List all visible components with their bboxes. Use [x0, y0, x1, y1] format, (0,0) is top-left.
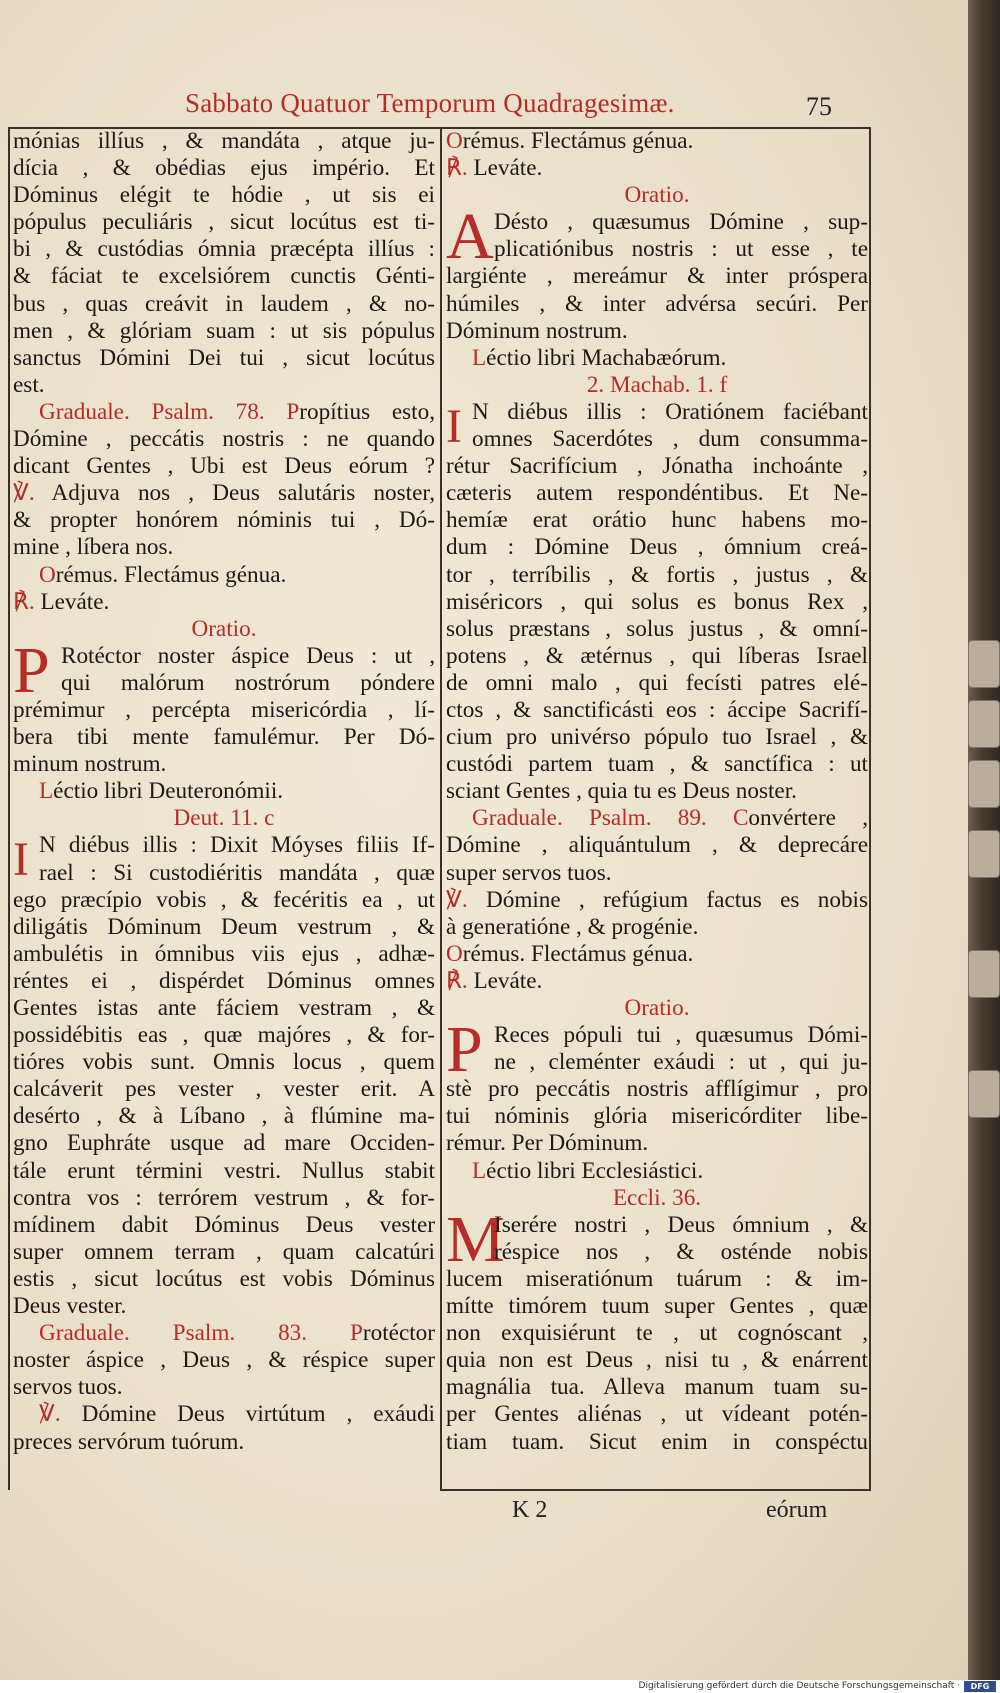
response-line: [446, 155, 868, 182]
left-column: [13, 128, 435, 1456]
text-line: hemíæ erat orátio hunc habens mo-: [446, 507, 868, 534]
oratio-block: [446, 200, 868, 274]
text-line: solus præstans , solus justus , & omní-: [446, 615, 868, 642]
lectio-reference: 2. Machab. 1. f: [586, 371, 728, 398]
text-line: à generatióne , & progénie.: [446, 913, 699, 940]
page-tab: [968, 700, 1000, 748]
text-line: per Gentes aliénas , ut vídeant potén-: [446, 1401, 868, 1428]
lectio-line: [446, 1158, 868, 1185]
lectio-text: éctio libri Deuteronómii.: [53, 778, 284, 805]
text-line: potens , & ætérnus , qui líberas Israel: [446, 642, 868, 669]
oremus-text: rémus. Flectámus génua.: [55, 561, 287, 588]
versicle-line: [13, 480, 435, 507]
oremus-initial: O: [446, 940, 463, 967]
oremus-text: rémus. Flectámus génua.: [462, 128, 694, 154]
text-line: omnes Sacerdótes , dum consumma-: [472, 426, 868, 453]
text-line: Dóminum nostrum.: [446, 317, 628, 344]
text-line: réntes ei , dispérdet Dóminus omnes: [13, 967, 435, 994]
page-number: 75: [806, 92, 832, 121]
text-line: Dómine , aliquántulum , & deprecáre: [446, 832, 868, 859]
page-tab: [968, 830, 1000, 878]
oratio-block: [446, 1013, 868, 1087]
text-line: Reces pópuli tui , quæsumus Dómi-: [494, 1022, 868, 1049]
text-line: ctos , & sanctificásti eos : áccipe Sacrifí-: [446, 696, 868, 723]
text-line: est.: [13, 371, 45, 398]
text-line: & propter honórem nóminis tui , Dó-: [13, 507, 435, 534]
text-line: stè pro peccátis nostris afflígimur , pro: [446, 1076, 868, 1103]
text-line: & fáciat te excelsiórem cunctis Génti-: [13, 263, 435, 290]
text-line: dícia , & obédias ejus império. Et: [13, 155, 435, 182]
lectio-text: éctio libri Ecclesiástici.: [486, 1157, 704, 1184]
lectio-initial: L: [472, 1157, 487, 1184]
graduale-label: Graduale. Psalm. 89. C: [472, 805, 749, 832]
text-line: bera tibi mente famulémur. Per Dó-: [13, 724, 435, 751]
versicle-line: [446, 887, 868, 914]
signature-mark: K 2: [512, 1497, 548, 1523]
versicle-text: Dómine Deus virtútum , exáudi: [60, 1401, 435, 1428]
graduale-text: rotéctor: [362, 1320, 435, 1347]
drop-cap: A: [446, 200, 494, 274]
right-rule: [869, 128, 871, 1490]
text-line: bi , & custódias ómnia præcépta illíus :: [13, 236, 435, 263]
response-symbol: ℟.: [446, 967, 468, 994]
text-line: plicatiónibus nostris : ut esse , te: [494, 236, 868, 263]
lectio-line: [13, 778, 435, 805]
graduale-text: onvértere ,: [748, 805, 868, 832]
text-line: Désto , quæsumus Dómine , sup-: [494, 209, 868, 236]
page-tab: [968, 760, 1000, 808]
graduale-text: ropítius esto,: [299, 398, 435, 425]
lectio-reference: Eccli. 36.: [612, 1184, 702, 1211]
text-line: estis , sicut locútus est vobis Dóminus: [13, 1265, 435, 1292]
text-line: sanctus Dómini Dei tui , sicut locútus: [13, 344, 435, 371]
lectio-text: éctio libri Machabæórum.: [486, 344, 727, 371]
graduale-label: Graduale. Psalm. 78. P: [39, 398, 300, 425]
text-line: N diébus illis : Oratiónem faciébant: [472, 398, 868, 425]
text-line: Dómine , peccátis nostris : ne quando: [13, 426, 435, 453]
text-line: minum nostrum.: [13, 751, 167, 778]
page-tab: [968, 1070, 1000, 1118]
text-line: tui nóminis glória misericórditer libe-: [446, 1103, 868, 1130]
text-line: mónias illíus , & mandáta , atque ju-: [13, 128, 435, 154]
versicle-symbol: ℣.: [13, 480, 35, 507]
text-line: prémimur , percépta misericórdia , lí-: [13, 696, 435, 723]
versicle-text: Adjuva nos , Deus salutáris noster,: [34, 480, 435, 507]
text-line: super servos tuos.: [446, 859, 612, 886]
response-text: Leváte.: [467, 155, 543, 182]
text-line: dicant Gentes , Ubi est Deus eórum ?: [13, 453, 435, 480]
drop-cap: M: [446, 1202, 505, 1276]
graduale-line: [13, 399, 435, 426]
text-line: custódi partem tuam , & sanctífica : ut: [446, 751, 868, 778]
digitization-footer: [0, 1680, 1000, 1693]
text-line: quia non est Deus , nisi tu , & enárrent: [446, 1347, 868, 1374]
left-rule: [8, 128, 10, 1490]
oratio-heading: Oratio.: [624, 995, 690, 1021]
text-line: noster áspice , Deus , & réspice super: [13, 1347, 435, 1374]
oremus-line: [446, 941, 868, 968]
text-line: ambulétis in ómnibus viis ejus , adhæ-: [13, 940, 435, 967]
text-line: de omni malo , qui fecísti patres elé-: [446, 669, 868, 696]
page-tab: [968, 950, 1000, 998]
text-line: mine , líbera nos.: [13, 534, 174, 561]
oremus-text: rémus. Flectámus génua.: [462, 940, 694, 967]
versicle-symbol: ℣.: [39, 1401, 61, 1428]
text-line: pópulus peculiáris , sicut locútus est ti-: [13, 209, 435, 236]
text-line: Dóminus elégit te hódie , ut sis ei: [13, 182, 435, 209]
reading-block: [446, 399, 868, 453]
text-line: ne , cleménter exáudi : ut , qui ju-: [494, 1049, 868, 1076]
text-line: super omnem terram , quam calcatúri: [13, 1238, 435, 1265]
drop-cap: I: [446, 399, 462, 453]
text-line: contra vos : terrórem vestrum , & for-: [13, 1184, 435, 1211]
catchword: eórum: [766, 1497, 828, 1523]
text-line: mídinem dabit Dóminus Deus vester: [13, 1211, 435, 1238]
reading-block: [446, 1202, 868, 1276]
reading-block: [13, 832, 435, 913]
digitization-note: Digitalisierung gefördert durch die Deutsche Forschungsgemeinschaft ·: [638, 1681, 960, 1691]
text-line: N diébus illis : Dixit Móyses filiis If-: [39, 832, 435, 859]
versicle-line: [13, 1401, 435, 1428]
response-text: Leváte.: [467, 967, 543, 994]
text-line: tor , terríbilis , & fortis , justus , &: [446, 561, 868, 588]
text-line: húmiles , & inter advérsa secúri. Per: [446, 290, 868, 317]
versicle-symbol: ℣.: [446, 886, 468, 913]
text-line: men , & glóriam suam : ut sis pópulus: [13, 317, 435, 344]
drop-cap: P: [446, 1013, 483, 1087]
oratio-block: [13, 633, 435, 707]
text-line: gno Euphráte usque ad mare Occiden-: [13, 1130, 435, 1157]
dfg-logo: DFG: [964, 1681, 996, 1692]
text-line: magnália tua. Alleva manum tuam su-: [446, 1374, 868, 1401]
text-line: desérto , & à Líbano , à flúmine ma-: [13, 1103, 435, 1130]
response-symbol: ℟.: [446, 155, 468, 182]
text-line: servos tuos.: [13, 1374, 123, 1401]
text-line: diligátis Dóminum Deum vestrum , &: [13, 913, 435, 940]
text-line: preces servórum tuórum.: [13, 1428, 245, 1455]
text-line: Rotéctor noster áspice Deus : ut ,: [61, 642, 435, 669]
text-line: non exquisiérunt te , ut cognóscant ,: [446, 1320, 868, 1347]
oremus-initial: O: [39, 561, 56, 588]
text-line: largiénte , mereámur & inter próspera: [446, 263, 868, 290]
graduale-line: [13, 1320, 435, 1347]
drop-cap: P: [13, 633, 50, 707]
text-line: Iserére nostri , Deus ómnium , &: [494, 1211, 868, 1238]
text-line: Deus vester.: [13, 1293, 127, 1320]
text-line: réspice nos , & osténde nobis: [494, 1238, 868, 1265]
versicle-text: Dómine , refúgium factus es nobis: [467, 886, 868, 913]
lectio-initial: L: [472, 344, 487, 371]
column-divider: [440, 128, 442, 1490]
response-text: Leváte.: [34, 588, 110, 615]
text-line: rémur. Per Dóminum.: [446, 1130, 649, 1157]
lectio-initial: L: [39, 778, 54, 805]
text-line: cium pro univérso pópulo tuo Israel , &: [446, 724, 868, 751]
text-line: mítte timórem tuum super Gentes , quæ: [446, 1293, 868, 1320]
lectio-reference: Deut. 11. c: [173, 805, 275, 832]
running-title: Sabbato Quatuor Temporum Quadragesimæ.: [185, 88, 675, 118]
text-line: qui malórum nostrórum póndere: [61, 669, 435, 696]
response-line: [13, 589, 435, 616]
oratio-heading: Oratio.: [624, 182, 690, 209]
oremus-line: [446, 128, 868, 155]
drop-cap: I: [13, 833, 29, 887]
response-symbol: ℟.: [13, 588, 35, 615]
oremus-line: [13, 562, 435, 589]
text-line: rétur Sacrifícium , Jónatha inchoánte ,: [446, 453, 868, 480]
lectio-line: [446, 345, 868, 372]
text-line: tióres vobis sunt. Omnis locus , quem: [13, 1049, 435, 1076]
text-line: tále erunt términi vestri. Nullus stabit: [13, 1157, 435, 1184]
text-line: ego præcípio vobis , & fecéritis ea , ut: [13, 886, 435, 913]
text-line: possidébitis eas , quæ majóres , & for-: [13, 1022, 435, 1049]
graduale-label: Graduale. Psalm. 83. P: [39, 1320, 363, 1347]
oremus-initial: O: [446, 128, 463, 154]
graduale-line: [446, 805, 868, 832]
text-line: miséricors , qui solus es bonus Rex ,: [446, 588, 868, 615]
text-line: dum : Dómine Deus , ómnium creá-: [446, 534, 868, 561]
bottom-rule: [440, 1489, 871, 1491]
response-line: [446, 968, 868, 995]
text-line: lucem miseratiónum tuárum : & im-: [446, 1265, 868, 1292]
text-line: sciant Gentes , quia tu es Deus noster.: [446, 778, 797, 805]
text-line: rael : Si custodiéritis mandáta , quæ: [39, 859, 435, 886]
text-line: Gentes istas ante fáciem vestram , &: [13, 995, 435, 1021]
right-column: [446, 128, 868, 1456]
text-line: bus , quas creávit in laudem , & no-: [13, 290, 435, 317]
text-line: cæteris autem respondéntibus. Et Ne-: [446, 480, 868, 507]
text-line: calcáverit pes vester , vester erit. A: [13, 1076, 435, 1103]
text-line: tiam tuam. Sicut enim in conspéctu: [446, 1428, 868, 1455]
page-tab: [968, 640, 1000, 688]
oratio-heading: Oratio.: [191, 615, 257, 642]
